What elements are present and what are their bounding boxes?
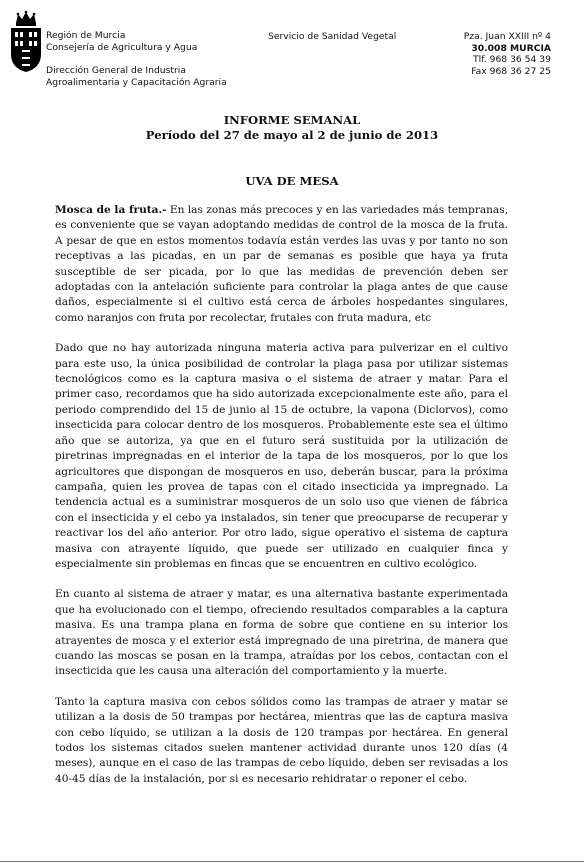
report-period: Período del 27 de mayo al 2 de junio de 2013 <box>145 128 439 142</box>
report-body <box>55 203 508 802</box>
paragraph-lead: Mosca de la fruta.- <box>55 204 167 216</box>
issuer-line: Región de Murcia <box>46 30 126 41</box>
paragraph-text: En las zonas más precoces y en las variedades más tempranas, es conveniente que se vayan adoptando medidas de control de la mosca de la fruta. A pesar de que en estos momentos todavía están verdes las uvas y por tanto no son receptivas a las picadas, en un par de semanas es posible que haya ya fruta susceptible de ser picada, por lo que las medidas de prevención deben ser adoptadas con la antelación suficiente para controlar la plaga antes de que cause daños, especialmente si el cultivo está cerca de árboles hospedantes singulares, como naranjos con fruta por recolectar, frutales con fruta madura, etc <box>55 204 508 324</box>
paragraph: Dado que no hay autorizada ninguna materia activa para pulverizar en el cultivo para este uso, la única posibilidad de controlar la plaga pasa por utilizar sistemas tecnológicos como es la captura masiva o el sistema de atraer y matar. Para el primer caso, recordamos que ha sido autorizada excepcionalmente este año, para el periodo comprendido del 15 de junio al 15 de octubre, la vapona (Diclorvos), como insecticida para colocar dentro de los mosqueros. Probablemente este sea el último año que se autoriza, ya que en el futuro será sustituida por la utilización de piretrinas impregnadas en el interior de la tapa de los mosqueros, por lo que los agricultores que dispongan de mosqueros en uso, deberán buscar, para la próxima campaña, quien les provea de tapas con el citado insecticida ya impregnado. La tendencia actual es a suministrar mosqueros de un solo uso que vienen de fábrica con el insecticida y el cebo ya instalados, sin tener que preocuparse de recuperar y reactivar los del año anterior. Por otro lado, sigue operativo el sistema de captura masiva con atrayente líquido, que puede ser utilizado en cualquier finca y especialmente sin problemas en fincas que se encuentren en cultivo ecológico. <box>55 342 508 570</box>
footer-divider <box>0 861 584 862</box>
issuer-line: Dirección General de Industria <box>46 65 186 76</box>
postal-line: 30.008 MURCIA <box>471 42 551 54</box>
contact-block <box>464 31 551 77</box>
issuer-line: Agroalimentaria y Capacitación Agraria <box>46 76 227 88</box>
paragraph <box>55 203 508 326</box>
report-title-block <box>0 113 584 143</box>
address-line: Pza. Juan XXIII nº 4 <box>463 31 551 42</box>
report-title: INFORME SEMANAL <box>223 113 361 127</box>
section-title: UVA DE MESA <box>245 174 339 188</box>
phone-line: Tlf. 968 36 54 39 <box>473 54 551 65</box>
paragraph: Tanto la captura masiva con cebos sólidos como las trampas de atraer y matar se utilizan a la dosis de 50 trampas por hectárea, mientras que las de captura masiva con cebo líquido, se utilizan a la dosis de 120 trampas por hectárea. En general todos los sistemas citados suelen mantener actividad durante unos 120 días (4 meses), aunque en el caso de las trampas de cebo líquido, deben ser revisadas a los 40-45 días de la instalación, por si es necesario rehidratar o reponer el cebo. <box>55 695 508 785</box>
service-name: Servicio de Sanidad Vegetal <box>268 31 397 42</box>
fax-line: Fax 968 36 27 25 <box>471 65 551 77</box>
issuer-block <box>46 30 227 88</box>
paragraph: En cuanto al sistema de atraer y matar, es una alternativa bastante experimentada que ha evolucionado con el tiempo, ofreciendo resultados comparables a la captura masiva. Es una trampa plana en forma de sobre que contiene en su interior los atrayentes de mosca y el exterior está impregnado de una piretrina, de manera que cuando las moscas se posan en la trampa, atraídas por los cebos, contactan con el insecticida que les causa una alteración del comportamiento y la muerte. <box>55 588 508 678</box>
region-crest-icon <box>10 10 42 72</box>
letterhead <box>0 0 584 100</box>
issuer-line: Consejería de Agricultura y Agua <box>46 41 198 53</box>
